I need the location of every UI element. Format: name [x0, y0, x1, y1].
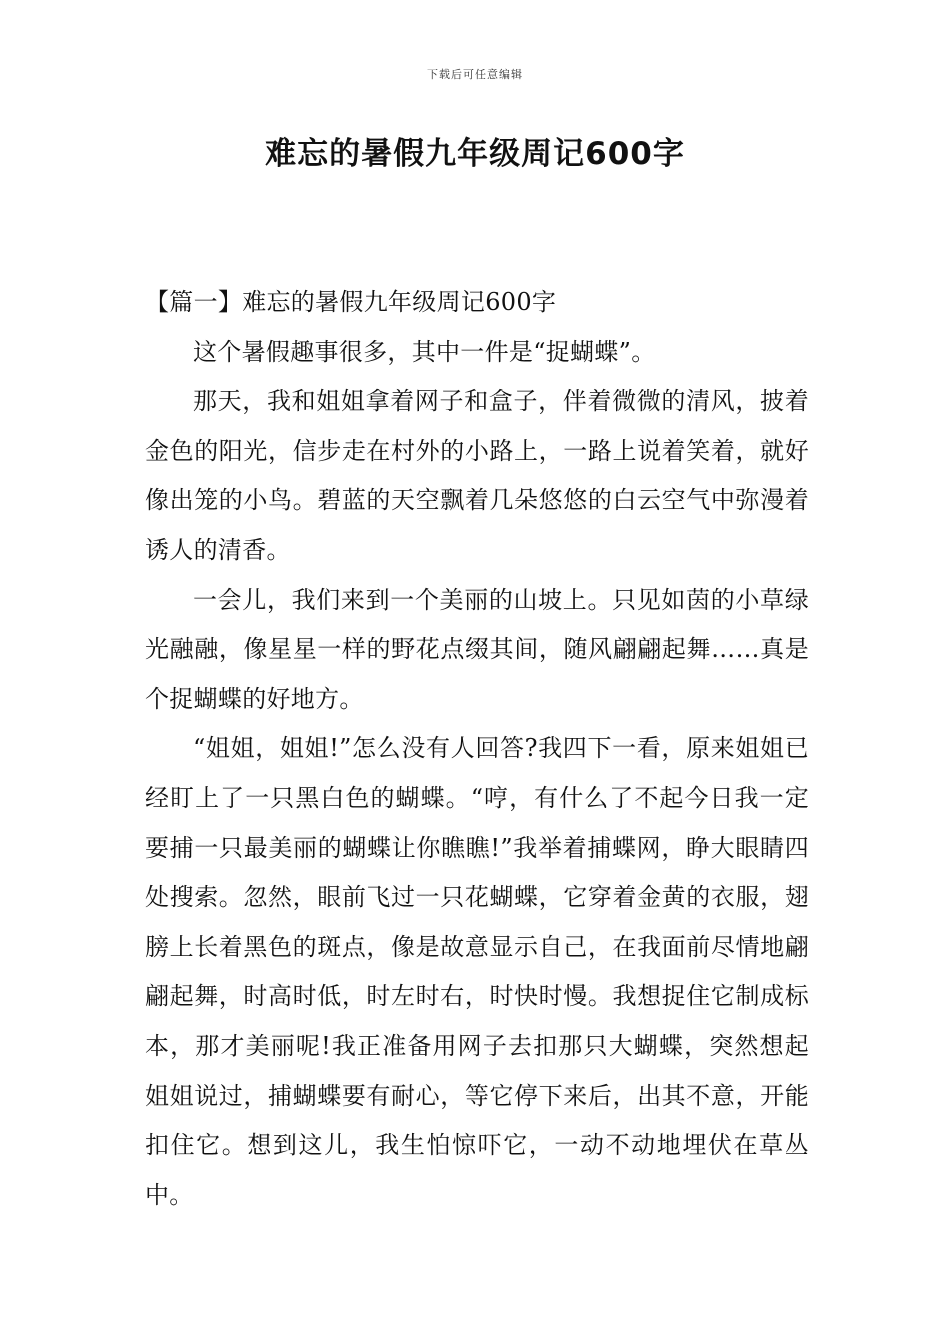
paragraph-3: 一会儿，我们来到一个美丽的山坡上。只见如茵的小草绿光融融，像星星一样的野花点缀其间，随风翩翩起舞……真是个捉蝴蝶的好地方。	[145, 585, 809, 713]
document-title: 难忘的暑假九年级周记600字	[265, 136, 685, 172]
section-heading: 【篇一】难忘的暑假九年级周记600字	[145, 288, 557, 316]
paragraph-4: “姐姐，姐姐!”怎么没有人回答?我四下一看，原来姐姐已经盯上了一只黑白色的蝴蝶。“哼，有什么了不起今日我一定要捕一只最美丽的蝴蝶让你瞧瞧!”我举着捕蝶网，睁大眼睛四处搜索。忽然，眼前飞过一只花蝴蝶，它穿着金黄的衣服，翅膀上长着黑色的斑点，像是故意显示自己，在我面前尽情地翩翩起舞，时高时低，时左时右，时快时慢。我想捉住它制成标本，那才美丽呢!我正准备用网子去扣那只大蝴蝶，突然想起姐姐说过，捕蝴蝶要有耐心，等它停下来后，出其不意，开能扣住它。想到这儿，我生怕惊吓它，一动不动地埋伏在草丛中。	[145, 734, 809, 1209]
paragraph-2: 那天，我和姐姐拿着网子和盒子，伴着微微的清风，披着金色的阳光，信步走在村外的小路上，一路上说着笑着，就好像出笼的小鸟。碧蓝的天空飘着几朵悠悠的白云空气中弥漫着诱人的清香。	[145, 387, 809, 564]
document-body	[145, 278, 809, 1220]
paragraph-1: 这个暑假趣事很多，其中一件是“捉蝴蝶”。	[193, 337, 656, 366]
header-note: 下载后可任意编辑	[427, 68, 523, 81]
